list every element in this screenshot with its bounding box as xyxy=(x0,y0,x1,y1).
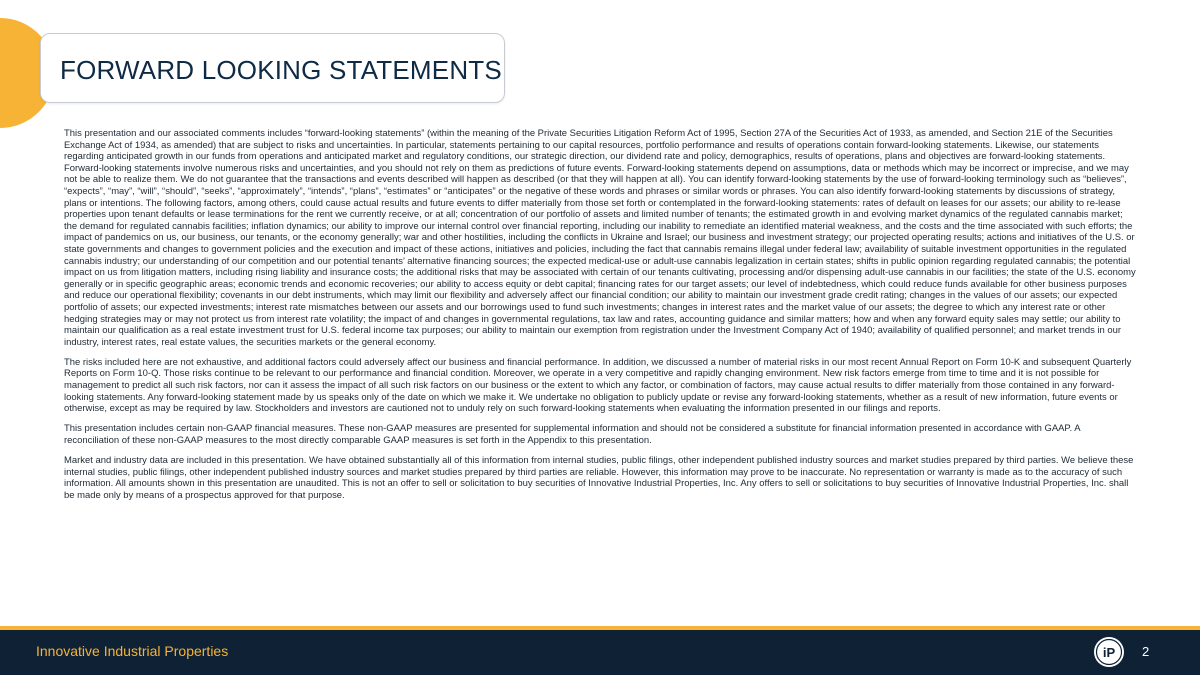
logo-text: iP xyxy=(1102,645,1116,660)
footer-bar xyxy=(0,630,1200,675)
paragraph-market-data: Market and industry data are included in this presentation. We have obtained substantially all of this information from internal studies, public filings, other independent published industry sources and market studies prepared by third parties. We believe these internal studies, public filings, other independent published industry sources and market studies prepared by third parties are reliable. However, this information may prove to be inaccurate. No representation or warranty is made as to the accuracy of such information. All amounts shown in this presentation are unaudited. This is not an offer to sell or solicitation to buy securities of Innovative Industrial Properties, Inc. Any offers to sell or solicitations to buy securities of Innovative Industrial Properties, Inc. shall be made only by means of a prospectus approved for that purpose. xyxy=(64,455,1134,501)
footer-company-name: Innovative Industrial Properties xyxy=(36,643,229,659)
disclaimer-body xyxy=(64,128,1136,510)
page-title: FORWARD LOOKING STATEMENTS xyxy=(60,55,502,85)
paragraph-forward-looking: This presentation and our associated comments includes “forward-looking statements” (within the meaning of the Private Securities Litigation Reform Act of 1995, Section 27A of the Securities Act of 1933, as amended, and Section 21E of the Securities Exchange Act of 1934, as amended) that are subject to risks and uncertainties. In particular, statements pertaining to our capital resources, portfolio performance and results of operations contain forward-looking statements. Likewise, our statements regarding anticipated growth in our funds from operations and anticipated market and regulatory conditions, our strategic direction, our dividend rate and policy, demographics, results of operations, plans and objectives are forward-looking statements. Forward-looking statements involve numerous risks and uncertainties, and you should not rely on them as predictions of future events. Forward-looking statements depend on assumptions, data or methods which may be incorrect or imprecise, and we may not be able to realize them. We do not guarantee that the transactions and events described will happen as described (or that they will happen at all). You can identify forward-looking statements by the use of forward-looking terminology such as “believes”, “expects”, “may”, “will”, “should”, “seeks”, “approximately”, “intends”, “plans”, “estimates” or “anticipates” or the negative of these words and phrases or similar words or phrases. You can also identify forward-looking statements by discussions of strategy, plans or intentions. The following factors, among others, could cause actual results and future events to differ materially from those set forth or contemplated in the forward-looking statements: rates of default on leases for our assets; our ability to re-lease properties upon tenant defaults or lease terminations for the rent we currently receive, or at all; concentration of our portfolio of assets and limited number of tenants; the estimated growth in and evolving market dynamics of the regulated cannabis market; the demand for regulated cannabis facilities; inflation dynamics; our ability to improve our internal control over financial reporting, including our inability to remediate an identified material weakness, and the costs and the time associated with such efforts; the impact of pandemics on us, our business, our tenants, or the economy generally; war and other hostilities, including the conflicts in Ukraine and Israel; our business and investment strategy; our projected operating results; actions and initiatives of the U.S. or state governments and changes to government policies and the execution and impact of these actions, initiatives and policies, including the fact that cannabis remains illegal under federal law; availability of suitable investment opportunities in the regulated cannabis industry; our understanding of our competition and our potential tenants’ alternative financing sources; the expected medical-use or adult-use cannabis legalization in certain states; shifts in public opinion regarding regulated cannabis; the potential impact on us from litigation matters, including rising liability and insurance costs; the additional risks that may be associated with certain of our tenants cultivating, processing and/or dispensing adult-use cannabis in our facilities; the state of the U.S. economy generally or in specific geographic areas; economic trends and economic recoveries; our ability to access equity or debt capital; financing rates for our target assets; our level of indebtedness, which could reduce funds available for other business purposes and reduce our operational flexibility; covenants in our debt instruments, which may limit our flexibility and adversely affect our financial condition; our ability to maintain our investment grade credit rating; changes in the values of our assets; our expected portfolio of assets; our expected investments; interest rate mismatches between our assets and our borrowings used to fund such investments; changes in interest rates and the market value of our assets; the degree to which any interest rate or other hedging strategies may or may not protect us from interest rate volatility; the impact of and changes in governmental regulations, tax law and rates, accounting guidance and similar matters; how and when any forward equity sales may settle; our ability to maintain our qualification as a real estate investment trust for U.S. federal income tax purposes; our ability to maintain our exemption from registration under the Investment Company Act of 1940; availability of qualified personnel; and market trends in our industry, interest rates, real estate values, the securities markets or the general economy. xyxy=(64,128,1136,348)
iip-logo-icon xyxy=(1093,636,1125,668)
title-box xyxy=(40,33,505,103)
page-number: 2 xyxy=(1142,644,1150,659)
paragraph-non-gaap: This presentation includes certain non-GAAP financial measures. These non-GAAP measures are presented for supplemental information and should not be considered a substitute for financial information presented in accordance with GAAP. A reconciliation of these non-GAAP measures to the most directly comparable GAAP measures is set forth in the Appendix to this presentation. xyxy=(64,423,1080,447)
paragraph-risks: The risks included here are not exhaustive, and additional factors could adversely affect our business and financial performance. In addition, we discussed a number of material risks in our most recent Annual Report on Form 10-K and subsequent Quarterly Reports on Form 10-Q. Those risks continue to be relevant to our performance and financial condition. Moreover, we operate in a very competitive and rapidly changing environment. New risk factors emerge from time to time and it is not possible for management to predict all such risk factors, nor can it assess the impact of all such risk factors on our business or the extent to which any factor, or combination of factors, may cause actual results to differ materially from those contained in any forward-looking statements. Any forward-looking statement made by us speaks only of the date on which we make it. We undertake no obligation to publicly update or revise any forward-looking statements, whether as a result of new information, future events or otherwise, except as may be required by law. Stockholders and investors are cautioned not to unduly rely on such forward-looking statements when evaluating the information presented in our filings and reports. xyxy=(64,356,1132,415)
